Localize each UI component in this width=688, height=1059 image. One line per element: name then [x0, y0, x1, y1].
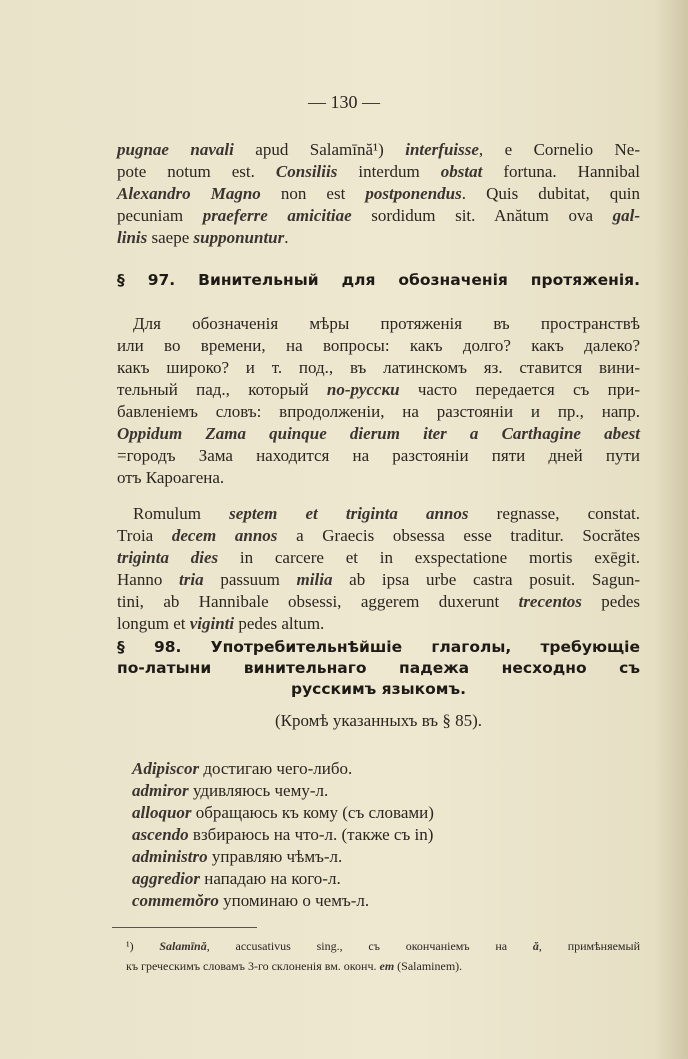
text-segment: sordidum sit. Anătum ova — [351, 206, 613, 225]
footnote-rule — [112, 927, 257, 928]
text-segment: longum et — [117, 614, 190, 633]
text-segment: по-латыни винительнаго падежа несходно съ — [117, 659, 640, 677]
page-number: — 130 — — [308, 92, 380, 112]
text-segment: § 97. Винительный для обозначенія протяженія. — [117, 271, 640, 289]
italic-text: postponendus — [365, 184, 462, 203]
text-segment: взбираюсь на что-л. (также съ in) — [188, 825, 434, 844]
italic-text: supponuntur — [193, 228, 285, 247]
text-line — [117, 711, 640, 731]
italic-text: milia — [296, 570, 333, 589]
text-segment: , примѣняемый — [538, 939, 640, 953]
text-segment: ¹) — [126, 939, 160, 953]
vocabulary-item — [132, 781, 328, 801]
italic-text: Alexandro Magno — [117, 184, 261, 203]
text-segment: interdum — [337, 162, 441, 181]
text-line — [117, 140, 640, 160]
text-line — [133, 504, 640, 524]
text-segment: pote notum est. — [117, 162, 276, 181]
text-segment: удивляюсь чему-л. — [188, 781, 329, 800]
text-segment: къ греческимъ словамъ 3-го склоненія вм. оконч. — [126, 959, 380, 973]
text-segment: , accusativus sing., съ окончаніемъ на — [206, 939, 533, 953]
text-segment: regnasse, constat. — [468, 504, 640, 523]
text-segment: Для обозначенія мѣры протяженія въ пространствѣ — [133, 314, 640, 333]
section-heading-line — [117, 658, 640, 678]
text-segment: pecuniam — [117, 206, 203, 225]
text-segment: тельный пад., который — [117, 380, 327, 399]
italic-text: Salamīnă — [159, 939, 207, 953]
vocabulary-item — [132, 847, 342, 867]
text-line — [117, 570, 640, 590]
text-segment: . — [284, 228, 289, 247]
text-line — [117, 548, 640, 568]
italic-text: decem annos — [171, 526, 278, 545]
text-line — [117, 424, 640, 444]
text-line — [117, 446, 640, 466]
italic-text: em — [379, 959, 395, 973]
section-heading-line — [117, 637, 640, 657]
italic-text: gal- — [612, 206, 640, 225]
text-line — [117, 614, 640, 634]
italic-text: viginti — [189, 614, 235, 633]
italic-text: commemŏro — [132, 891, 219, 910]
text-segment: обращаюсь къ кому (съ словами) — [191, 803, 434, 822]
text-segment: отъ Кароагена. — [117, 468, 225, 487]
text-segment: управляю чѣмъ-л. — [207, 847, 343, 866]
text-segment: нападаю на кого-л. — [200, 869, 341, 888]
italic-text: linis — [117, 228, 148, 247]
italic-text: admiror — [132, 781, 189, 800]
text-segment: saepe — [147, 228, 194, 247]
italic-text: по-русски — [326, 380, 400, 399]
footnote-line — [126, 938, 640, 954]
italic-text: Adipiscor — [132, 759, 200, 778]
italic-text: tria — [179, 570, 204, 589]
text-line — [117, 206, 640, 226]
text-segment: non est — [260, 184, 366, 203]
text-segment: apud Salamīnă¹) — [233, 140, 406, 159]
text-segment: § 98. Употребительнѣйшіе глаголы, требующіе — [117, 638, 640, 656]
text-line — [117, 228, 640, 248]
text-line — [133, 314, 640, 334]
text-segment: , e Cornelio Ne- — [478, 140, 640, 159]
text-segment: in carcere et in exspectatione mortis exēgit. — [218, 548, 640, 567]
text-segment: какъ широко? и т. под., въ латинскомъ яз. ставится вини- — [117, 358, 640, 377]
italic-text: interfuisse — [405, 140, 479, 159]
text-segment: (Salaminem). — [394, 959, 463, 973]
text-segment: pedes — [581, 592, 640, 611]
text-segment: ab ipsa urbe castra posuit. Sagun- — [332, 570, 641, 589]
text-segment: русскимъ языкомъ. — [290, 680, 467, 698]
text-line — [117, 162, 640, 182]
italic-text: ă — [532, 939, 539, 953]
text-line — [117, 526, 640, 546]
italic-text: praeferre amicitiae — [202, 206, 352, 225]
text-segment: Romulum — [133, 504, 230, 523]
text-segment: достигаю чего-либо. — [199, 759, 353, 778]
text-segment: . Quis dubitat, quin — [461, 184, 641, 203]
text-segment: или во времени, на вопросы: какъ долго? какъ далеко? — [117, 336, 640, 355]
italic-text: ascendo — [132, 825, 189, 844]
section-heading-line — [117, 679, 640, 699]
text-segment: (Кромѣ указанныхъ въ § 85). — [274, 711, 483, 730]
text-line — [117, 592, 640, 612]
text-line — [117, 380, 640, 400]
italic-text: administro — [132, 847, 208, 866]
italic-text: aggredior — [132, 869, 200, 888]
vocabulary-item — [132, 759, 352, 779]
text-segment: Troia — [117, 526, 172, 545]
vocabulary-item — [132, 869, 341, 889]
italic-text: Consiliis — [275, 162, 338, 181]
text-line — [117, 468, 640, 488]
italic-text: obstat — [440, 162, 483, 181]
text-line — [117, 184, 640, 204]
text-segment: passuum — [203, 570, 297, 589]
italic-text: alloquor — [132, 803, 192, 822]
italic-text: trecentos — [518, 592, 582, 611]
text-segment: a Graecis obsessa esse traditur. Socrătes — [277, 526, 640, 545]
text-line — [117, 402, 640, 422]
text-segment: pedes altum. — [234, 614, 325, 633]
footnote-line — [126, 958, 640, 974]
vocabulary-item — [132, 803, 434, 823]
italic-text: pugnae navali — [117, 140, 234, 159]
italic-text: septem et triginta annos — [229, 504, 469, 523]
text-line — [117, 336, 640, 356]
text-segment: упоминаю о чемъ-л. — [218, 891, 370, 910]
text-segment: Hanno — [117, 570, 180, 589]
italic-text: triginta dies — [117, 548, 219, 567]
text-segment: fortuna. Hannibal — [482, 162, 640, 181]
text-line — [117, 358, 640, 378]
text-segment: =городъ Зама находится на разстояніи пяти дней пути — [117, 446, 640, 465]
section-heading-line — [117, 270, 640, 290]
text-segment: бавленіемъ словъ: впродолженіи, на разстояніи и пр., напр. — [117, 402, 640, 421]
italic-text: Oppidum Zama quinque dierum iter a Carthagine abest — [117, 424, 640, 443]
vocabulary-item — [132, 825, 433, 845]
vocabulary-item — [132, 891, 369, 911]
text-segment: часто передается съ при- — [399, 380, 640, 399]
text-segment: tini, ab Hannibale obsessi, aggerem duxerunt — [117, 592, 519, 611]
